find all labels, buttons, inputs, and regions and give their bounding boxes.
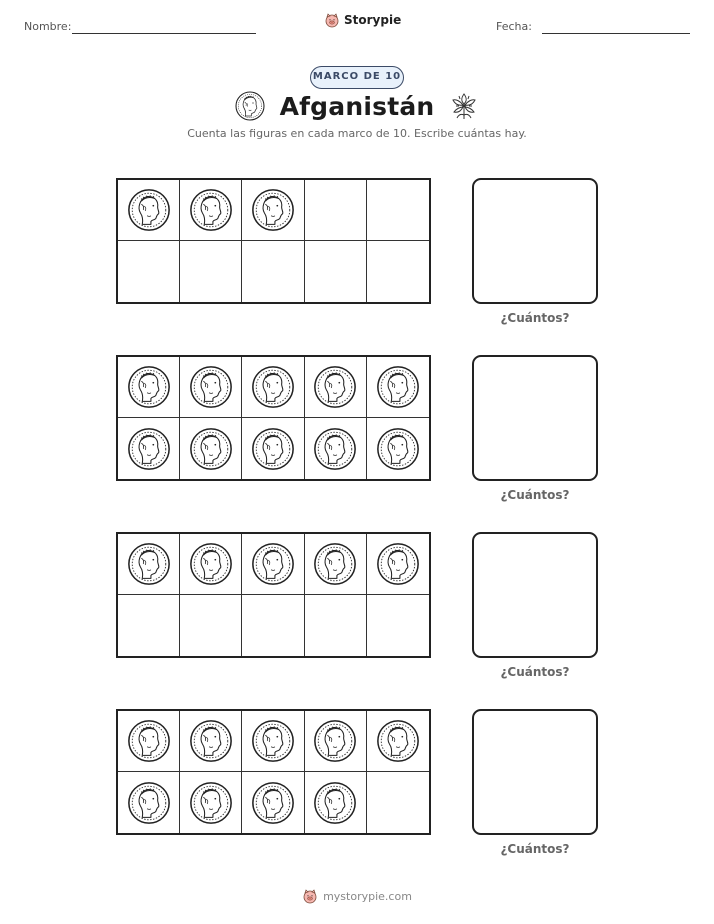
- instructions: Cuenta las figuras en cada marco de 10. Escribe cuántas hay.: [187, 127, 527, 140]
- coin-icon: [250, 426, 296, 472]
- answer-box[interactable]: [472, 709, 598, 835]
- frame-cell: [118, 418, 180, 479]
- coin-icon: [375, 541, 421, 587]
- coin-icon: [312, 426, 358, 472]
- frame-cell: [242, 595, 304, 656]
- frame-cell: [242, 772, 304, 833]
- title-row: [0, 90, 714, 122]
- frame-cell: [118, 534, 180, 595]
- name-line: [72, 33, 256, 34]
- frame-cell: [118, 711, 180, 772]
- coin-icon: [234, 90, 266, 122]
- date-label: Fecha:: [496, 20, 532, 33]
- frame-cell: [367, 595, 429, 656]
- frame-cell: [242, 180, 304, 241]
- frame-cell: [180, 534, 242, 595]
- frame-cell: [305, 180, 367, 241]
- frame-cell: [305, 241, 367, 302]
- how-many-label: ¿Cuántos?: [500, 311, 570, 325]
- footer: [0, 888, 714, 904]
- coin-icon: [375, 426, 421, 472]
- coin-icon: [188, 780, 234, 826]
- ten-frame: [116, 709, 431, 835]
- flower-icon: [448, 90, 480, 122]
- how-many-label: ¿Cuántos?: [500, 842, 570, 856]
- frame-cell: [367, 180, 429, 241]
- answer-box[interactable]: [472, 532, 598, 658]
- coin-icon: [126, 426, 172, 472]
- frame-cell: [118, 357, 180, 418]
- frame-cell: [367, 241, 429, 302]
- frame-cell: [367, 357, 429, 418]
- coin-icon: [250, 364, 296, 410]
- frame-cell: [180, 180, 242, 241]
- frame-cell: [367, 711, 429, 772]
- coin-icon: [375, 718, 421, 764]
- date-line: [542, 33, 690, 34]
- how-many-label: ¿Cuántos?: [500, 665, 570, 679]
- worksheet-badge: MARCO DE 10: [310, 66, 404, 89]
- frame-cell: [305, 711, 367, 772]
- answer-box[interactable]: [472, 178, 598, 304]
- coin-icon: [188, 718, 234, 764]
- coin-icon: [126, 718, 172, 764]
- frame-cell: [118, 595, 180, 656]
- coin-icon: [250, 780, 296, 826]
- frame-cell: [305, 418, 367, 479]
- coin-icon: [126, 541, 172, 587]
- coin-icon: [250, 187, 296, 233]
- frame-cell: [242, 418, 304, 479]
- name-label: Nombre:: [24, 20, 72, 33]
- coin-icon: [250, 718, 296, 764]
- frame-cell: [118, 180, 180, 241]
- coin-icon: [312, 364, 358, 410]
- frame-cell: [242, 357, 304, 418]
- coin-icon: [250, 541, 296, 587]
- answer-box[interactable]: [472, 355, 598, 481]
- ten-frame: [116, 178, 431, 304]
- brand-name: Storypie: [344, 13, 402, 27]
- coin-icon: [126, 364, 172, 410]
- frame-cell: [180, 418, 242, 479]
- footer-url: mystorypie.com: [323, 889, 412, 903]
- page-title: Afganistán: [279, 91, 435, 121]
- frame-cell: [242, 241, 304, 302]
- coin-icon: [312, 718, 358, 764]
- frame-cell: [118, 772, 180, 833]
- frame-cell: [118, 241, 180, 302]
- coin-icon: [375, 364, 421, 410]
- pig-mascot-icon: [324, 12, 340, 28]
- coin-icon: [188, 364, 234, 410]
- frame-cell: [242, 711, 304, 772]
- frame-cell: [367, 772, 429, 833]
- coin-icon: [312, 780, 358, 826]
- coin-icon: [126, 187, 172, 233]
- frame-cell: [305, 595, 367, 656]
- how-many-label: ¿Cuántos?: [500, 488, 570, 502]
- frame-cell: [242, 534, 304, 595]
- pig-mascot-icon: [302, 888, 318, 904]
- frame-cell: [305, 534, 367, 595]
- frame-cell: [305, 772, 367, 833]
- brand-logo: [324, 12, 401, 28]
- frame-cell: [180, 241, 242, 302]
- coin-icon: [188, 541, 234, 587]
- coin-icon: [312, 541, 358, 587]
- ten-frame: [116, 355, 431, 481]
- frame-cell: [367, 418, 429, 479]
- frame-cell: [180, 772, 242, 833]
- frame-cell: [367, 534, 429, 595]
- frame-cell: [180, 357, 242, 418]
- coin-icon: [126, 780, 172, 826]
- coin-icon: [188, 187, 234, 233]
- frame-cell: [180, 711, 242, 772]
- frame-cell: [305, 357, 367, 418]
- ten-frame: [116, 532, 431, 658]
- coin-icon: [188, 426, 234, 472]
- frame-cell: [180, 595, 242, 656]
